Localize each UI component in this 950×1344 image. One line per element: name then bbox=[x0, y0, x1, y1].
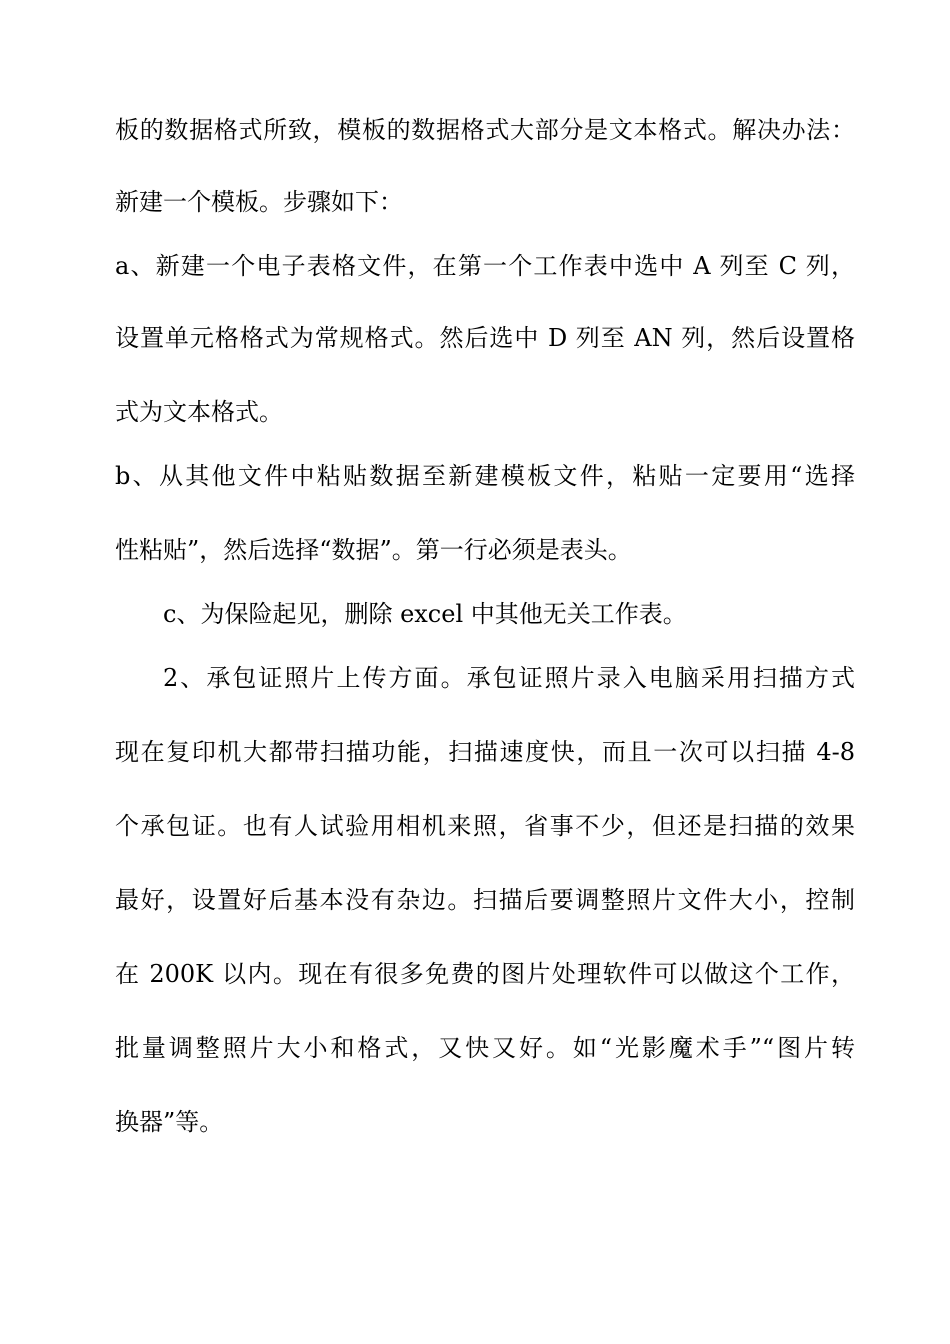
text-line-12: 最好，设置好后基本没有杂边。扫描后要调整照片文件大小，控制 bbox=[115, 886, 855, 914]
text-line-5: 式为文本格式。 bbox=[115, 398, 283, 426]
text-line-8: c、为保险起见，删除 excel 中其他无关工作表。 bbox=[163, 600, 687, 628]
text-line-15: 换器”等。 bbox=[115, 1108, 224, 1136]
text-line-11: 个承包证。也有人试验用相机来照，省事不少，但还是扫描的效果 bbox=[115, 812, 855, 840]
text-line-4: 设置单元格格式为常规格式。然后选中 D 列至 AN 列，然后设置格 bbox=[115, 324, 855, 352]
text-line-7: 性粘贴”，然后选择“数据”。第一行必须是表头。 bbox=[115, 536, 632, 564]
text-line-14: 批量调整照片大小和格式，又快又好。如“光影魔术手”“图片转 bbox=[115, 1034, 855, 1062]
text-line-6: b、从其他文件中粘贴数据至新建模板文件，粘贴一定要用“选择 bbox=[115, 462, 855, 490]
text-line-1: 板的数据格式所致，模板的数据格式大部分是文本格式。解决办法： bbox=[115, 116, 855, 144]
text-line-10: 现在复印机大都带扫描功能，扫描速度快，而且一次可以扫描 4-8 bbox=[115, 738, 855, 766]
text-line-13: 在 200K 以内。现在有很多免费的图片处理软件可以做这个工作， bbox=[115, 960, 855, 988]
text-line-3: a、新建一个电子表格文件，在第一个工作表中选中 A 列至 C 列， bbox=[115, 252, 855, 280]
text-line-9: 2、承包证照片上传方面。承包证照片录入电脑采用扫描方式 bbox=[163, 664, 855, 692]
text-line-2: 新建一个模板。步骤如下： bbox=[115, 188, 403, 216]
